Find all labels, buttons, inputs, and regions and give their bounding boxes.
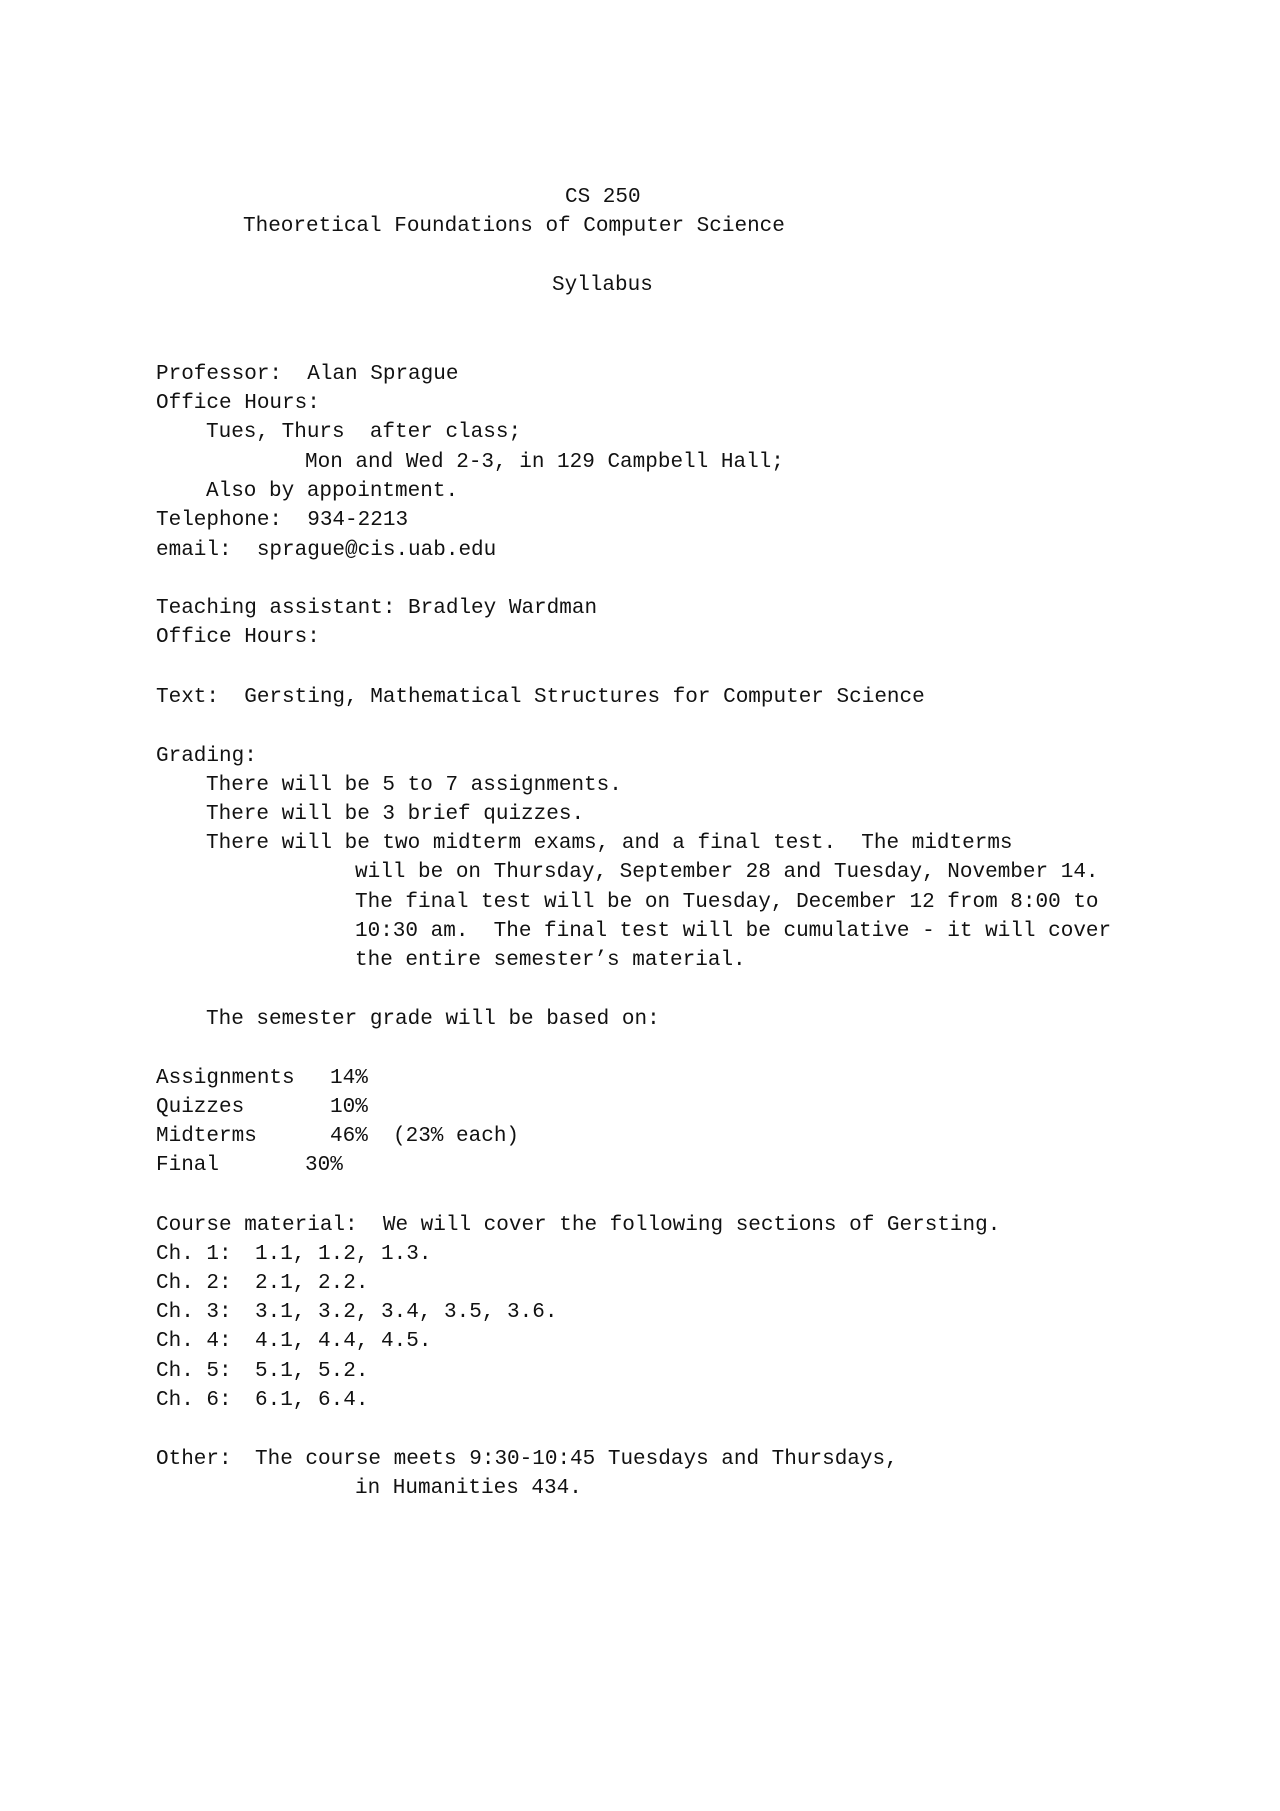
chapter-sections: 4.1, 4.4, 4.5. [255,1330,432,1353]
chapter-sections: 5.1, 5.2. [255,1360,369,1383]
office-hours-line: Also by appointment. [206,480,459,503]
chapter-sections: 2.1, 2.2. [255,1272,369,1295]
chapter-label: Ch. 6: [156,1389,232,1412]
ta-office-hours-label: Office Hours: [156,626,320,649]
grade-item-percent: 10% [330,1096,368,1119]
grading-exams-line: 10:30 am. The final test will be cumulative - it will cover [355,920,1112,943]
email-line: email: sprague@cis.uab.edu [156,539,497,562]
chapter-sections: 1.1, 1.2, 1.3. [255,1243,432,1266]
grading-exams-line: will be on Thursday, September 28 and Tuesday, November 14. [355,861,1099,884]
grading-exams-line: The final test will be on Tuesday, December 12 from 8:00 to [355,891,1099,914]
grade-item-name: Midterms [156,1125,257,1148]
grade-item-percent: 46% [330,1125,368,1148]
other-label: Other: [156,1448,232,1471]
office-hours-line: Tues, Thurs after class; [206,421,522,444]
chapter-label: Ch. 3: [156,1301,232,1324]
grading-assignments-line: There will be 5 to 7 assignments. [206,774,622,797]
grade-item-name: Assignments [156,1067,295,1090]
course-title: Theoretical Foundations of Computer Science [243,215,785,238]
grade-item-name: Final [156,1154,220,1177]
grading-quizzes-line: There will be 3 brief quizzes. [206,803,585,826]
telephone-line: Telephone: 934-2213 [156,509,409,532]
grade-item-percent: 14% [330,1067,368,1090]
other-line: in Humanities 434. [355,1477,582,1500]
chapter-sections: 6.1, 6.4. [255,1389,369,1412]
chapter-label: Ch. 4: [156,1330,232,1353]
office-hours-label: Office Hours: [156,392,320,415]
grade-item-note: (23% each) [393,1125,520,1148]
chapter-sections: 3.1, 3.2, 3.4, 3.5, 3.6. [255,1301,558,1324]
teaching-assistant-line: Teaching assistant: Bradley Wardman [156,597,598,620]
document-type: Syllabus [552,274,653,297]
course-material-intro: Course material: We will cover the following sections of Gersting. [156,1214,1001,1237]
chapter-label: Ch. 5: [156,1360,232,1383]
chapter-label: Ch. 1: [156,1243,232,1266]
grading-exams-line: There will be two midterm exams, and a final test. The midterms [206,832,1013,855]
grade-basis-line: The semester grade will be based on: [206,1008,660,1031]
grade-item-name: Quizzes [156,1096,245,1119]
course-code: CS 250 [565,186,641,209]
chapter-label: Ch. 2: [156,1272,232,1295]
professor-line: Professor: Alan Sprague [156,363,459,386]
textbook-line: Text: Gersting, Mathematical Structures for Computer Science [156,686,925,709]
grade-item-percent: 30% [305,1154,343,1177]
grading-exams-line: the entire semester’s material. [355,949,746,972]
other-line: The course meets 9:30-10:45 Tuesdays and Thursdays, [255,1448,898,1471]
office-hours-line: Mon and Wed 2-3, in 129 Campbell Hall; [305,451,784,474]
grading-label: Grading: [156,745,257,768]
